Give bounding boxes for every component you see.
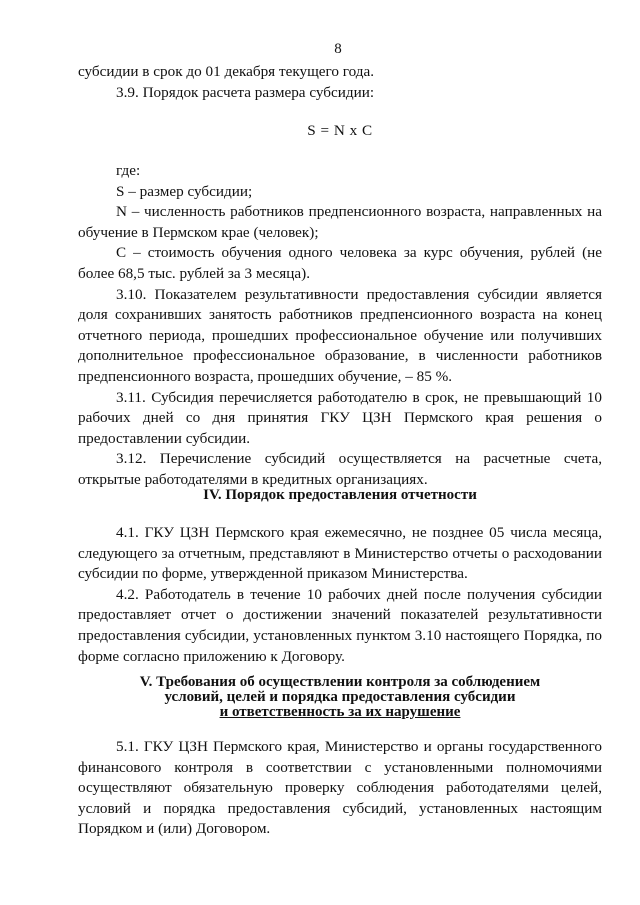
paragraph-3-9: 3.9. Порядок расчета размера субсидии: <box>116 83 375 101</box>
section-4 <box>78 523 602 667</box>
where-label: где: <box>116 162 141 179</box>
paragraph-4-2: 4.2. Работодатель в течение 10 рабочих дней после получения субсидии предоставляет отчет о достижении значений показателей результативности предоставления субсидии, установленных пунктом 3.10 настоящего Порядка, по форме согласно приложению к Договору. <box>78 585 602 665</box>
section-heading-4: IV. Порядок предоставления отчетности <box>203 487 477 503</box>
formula-definitions <box>78 161 602 491</box>
heading-5-line-3: и ответственность за их нарушение <box>219 704 461 720</box>
paragraph-continuation: субсидии в срок до 01 декабря текущего года. <box>78 63 375 80</box>
page-number: 8 <box>334 41 342 57</box>
definition-n: N – численность работников предпенсионного возраста, направленных на обучение в Пермском крае (человек); <box>78 203 602 241</box>
section-heading-5 <box>78 675 602 720</box>
section-5 <box>78 737 602 840</box>
definition-s: S – размер субсидии; <box>116 182 253 200</box>
subsidy-formula: S = N x C <box>307 122 373 139</box>
heading-5-line-2: условий, целей и порядка предоставления субсидии <box>164 689 516 705</box>
paragraph-5-1: 5.1. ГКУ ЦЗН Пермского края, Министерство и органы государственного финансового контроля в соответствии с установленными полномочиями осуществляют обязательную проверку соблюдения работодателями целей, условий и порядка предоставления субсидий, установленных настоящим Порядком и (или) Договором. <box>78 738 602 838</box>
paragraph-3-10: 3.10. Показателем результативности предоставления субсидии является доля сохранивших занятость работников предпенсионного возраста на конец отчетного периода, прошедших профессиональное обучение или получивших дополнительное профессиональное образование, в численности работников предпенсионного возраста, прошедших обучение, – 85 %. <box>78 285 602 385</box>
paragraph-3-12: 3.12. Перечисление субсидий осуществляется на расчетные счета, открытые работодателями в кредитных организациях. <box>78 450 602 488</box>
heading-5-line-1: V. Требования об осуществлении контроля за соблюдением <box>139 674 541 690</box>
section-3-9 <box>78 62 602 103</box>
paragraph-3-11: 3.11. Субсидия перечисляется работодателю в срок, не превышающий 10 рабочих дней со дня принятия ГКУ ЦЗН Пермского края решения о предоставлении субсидии. <box>78 388 602 447</box>
document-page <box>78 0 602 905</box>
paragraph-4-1: 4.1. ГКУ ЦЗН Пермского края ежемесячно, не позднее 05 числа месяца, следующего за отчетным, представляют в Министерство отчеты о расходовании субсидии по форме, утвержденной приказом Министерства. <box>78 524 602 583</box>
definition-c: C – стоимость обучения одного человека за курс обучения, рублей (не более 68,5 тыс. рублей за 3 месяца). <box>78 244 602 282</box>
